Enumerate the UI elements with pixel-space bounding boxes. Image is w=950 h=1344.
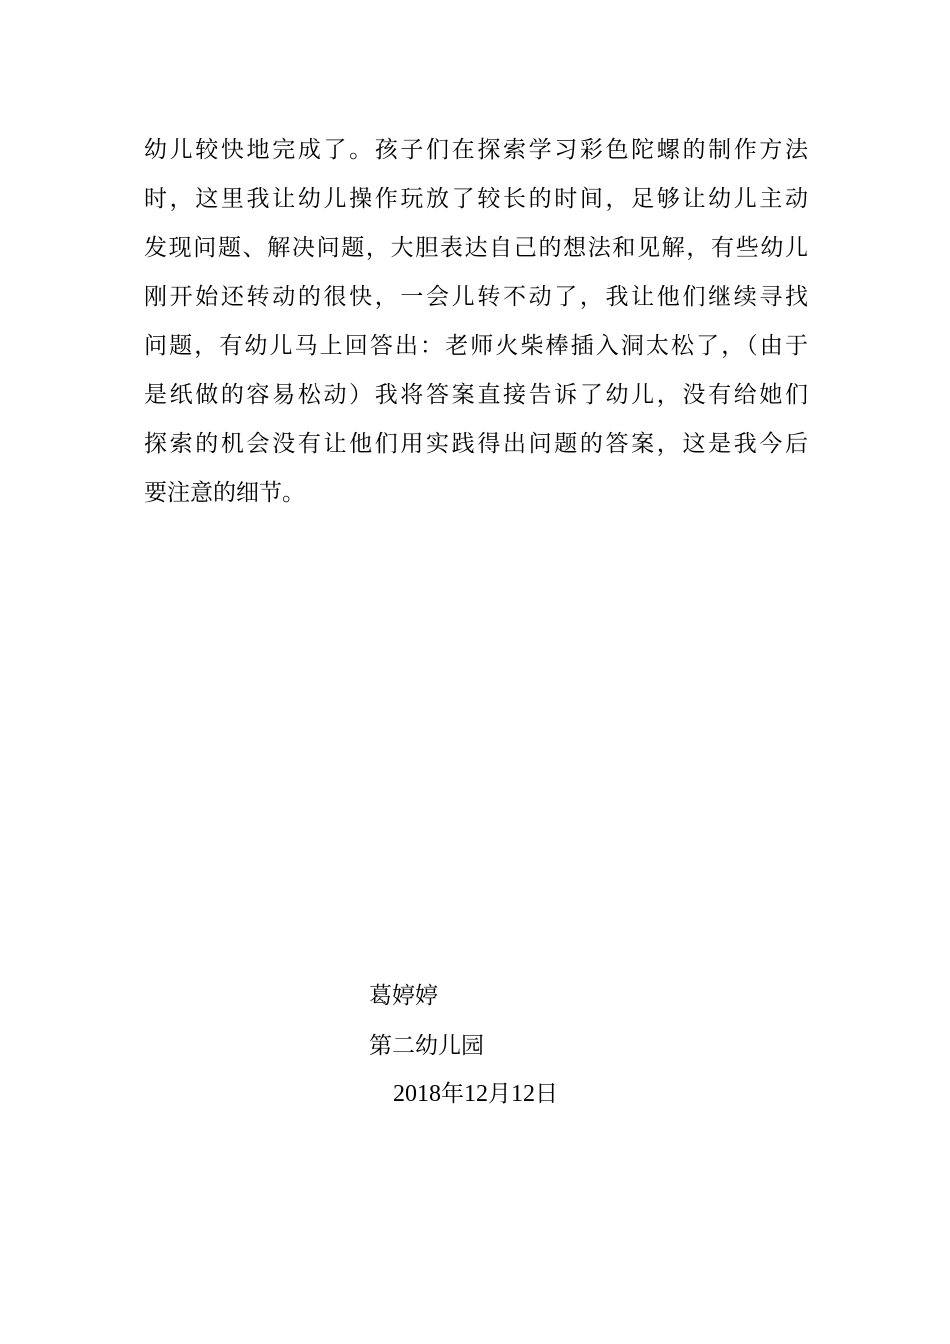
date-day: 12: [511, 1081, 535, 1107]
signature-name: 葛婷婷: [369, 983, 438, 1009]
paragraph-line: 刚开始还转动的很快，一会儿转不动了，我让他们继续寻找: [144, 284, 808, 310]
paragraph-line: 要注意的细节。: [144, 480, 305, 506]
date-month: 12: [464, 1081, 488, 1107]
paragraph-line: 问题，有幼儿马上回答出：老师火柴棒插入洞太松了，（由于: [144, 333, 808, 359]
paragraph-line: 时，这里我让幼儿操作玩放了较长的时间，足够让幼儿主动: [144, 186, 808, 212]
body-paragraph: [144, 126, 808, 518]
date-year-unit: 年: [441, 1081, 464, 1107]
date-day-unit: 日: [535, 1081, 558, 1107]
paragraph-line: 幼儿较快地完成了。孩子们在探索学习彩色陀螺的制作方法: [144, 137, 808, 163]
paragraph-line: 发现问题、解决问题，大胆表达自己的想法和见解，有些幼儿: [144, 235, 808, 261]
paragraph-line: 探索的机会没有让他们用实践得出问题的答案，这是我今后: [144, 431, 808, 457]
paragraph-line: 是纸做的容易松动）我将答案直接告诉了幼儿，没有给她们: [144, 382, 808, 408]
signature-date: [393, 1079, 558, 1109]
date-year: 2018: [393, 1081, 441, 1107]
signature-organization: 第二幼儿园: [369, 1033, 484, 1059]
date-month-unit: 月: [488, 1081, 511, 1107]
